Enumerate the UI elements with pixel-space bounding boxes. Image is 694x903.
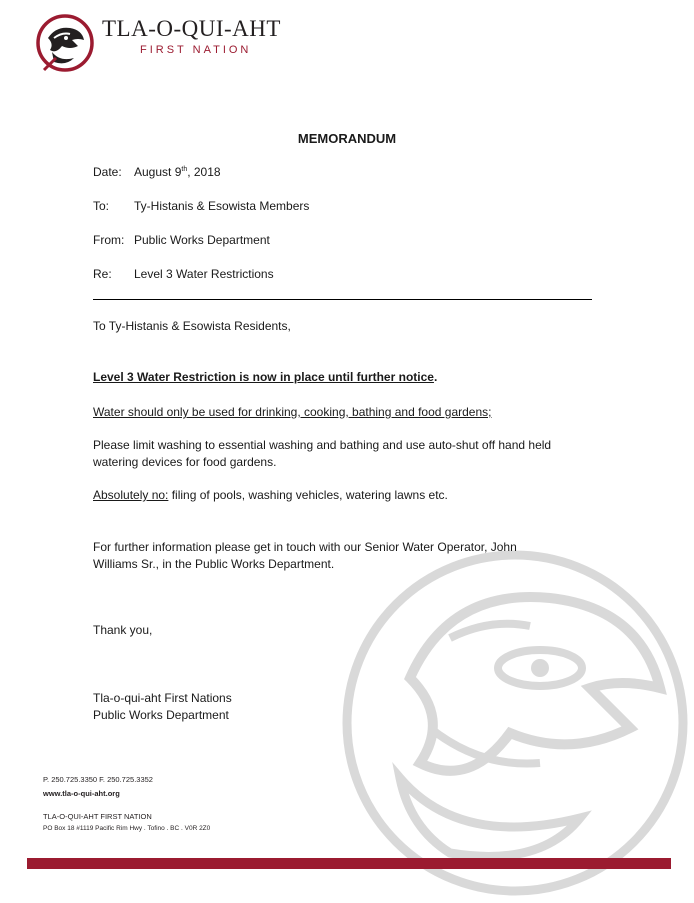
limit-paragraph (93, 437, 551, 471)
to-label: To: (93, 199, 110, 213)
restriction-notice: Level 3 Water Restriction is now in place until further notice. (93, 370, 438, 384)
info-line-1: For further information please get in touch with our Senior Water Operator, John (93, 540, 517, 554)
signature-line-2: Public Works Department (93, 708, 229, 722)
footer-bar (27, 858, 671, 869)
org-name: TLA-O-QUI-AHT (102, 16, 281, 41)
memo-title: MEMORANDUM (297, 131, 397, 146)
header-divider (93, 299, 592, 300)
from-label: From: (93, 233, 125, 247)
greeting: To Ty-Histanis & Esowista Residents, (93, 319, 291, 333)
tla-o-qui-aht-logo (34, 12, 96, 74)
from-value: Public Works Department (134, 233, 270, 247)
limit-line-1: Please limit washing to essential washing and bathing and use auto-shut off hand held (93, 438, 552, 452)
limit-line-2: watering devices for food gardens. (93, 455, 277, 469)
signature-line-1: Tla-o-qui-aht First Nations (93, 691, 232, 705)
signature-block (93, 690, 232, 724)
re-label: Re: (93, 267, 112, 281)
footer-website[interactable]: www.tla-o-qui-aht.org (43, 789, 120, 798)
closing: Thank you, (93, 623, 153, 637)
date-value: August 9th, 2018 (134, 165, 221, 179)
footer-address: PO Box 18 #1119 Pacific Rim Hwy . Tofino . BC . V0R 2Z0 (43, 825, 211, 832)
to-value: Ty-Histanis & Esowista Members (134, 199, 310, 213)
date-label: Date: (93, 165, 122, 179)
footer-org: TLA-O-QUI-AHT FIRST NATION (43, 812, 152, 821)
footer-phone-fax: P. 250.725.3350 F. 250.725.3352 (43, 775, 153, 784)
info-line-2: Williams Sr., in the Public Works Department. (93, 557, 335, 571)
absolutely-no-label: Absolutely no: (93, 488, 169, 502)
usage-note: Water should only be used for drinking, cooking, bathing and food gardens; (93, 405, 492, 419)
org-subtitle: FIRST NATION (140, 44, 252, 56)
absolutely-no-paragraph: Absolutely no: filing of pools, washing vehicles, watering lawns etc. (93, 488, 448, 502)
info-paragraph (93, 539, 517, 573)
watermark-emblem (340, 548, 690, 898)
re-value: Level 3 Water Restrictions (134, 267, 274, 281)
